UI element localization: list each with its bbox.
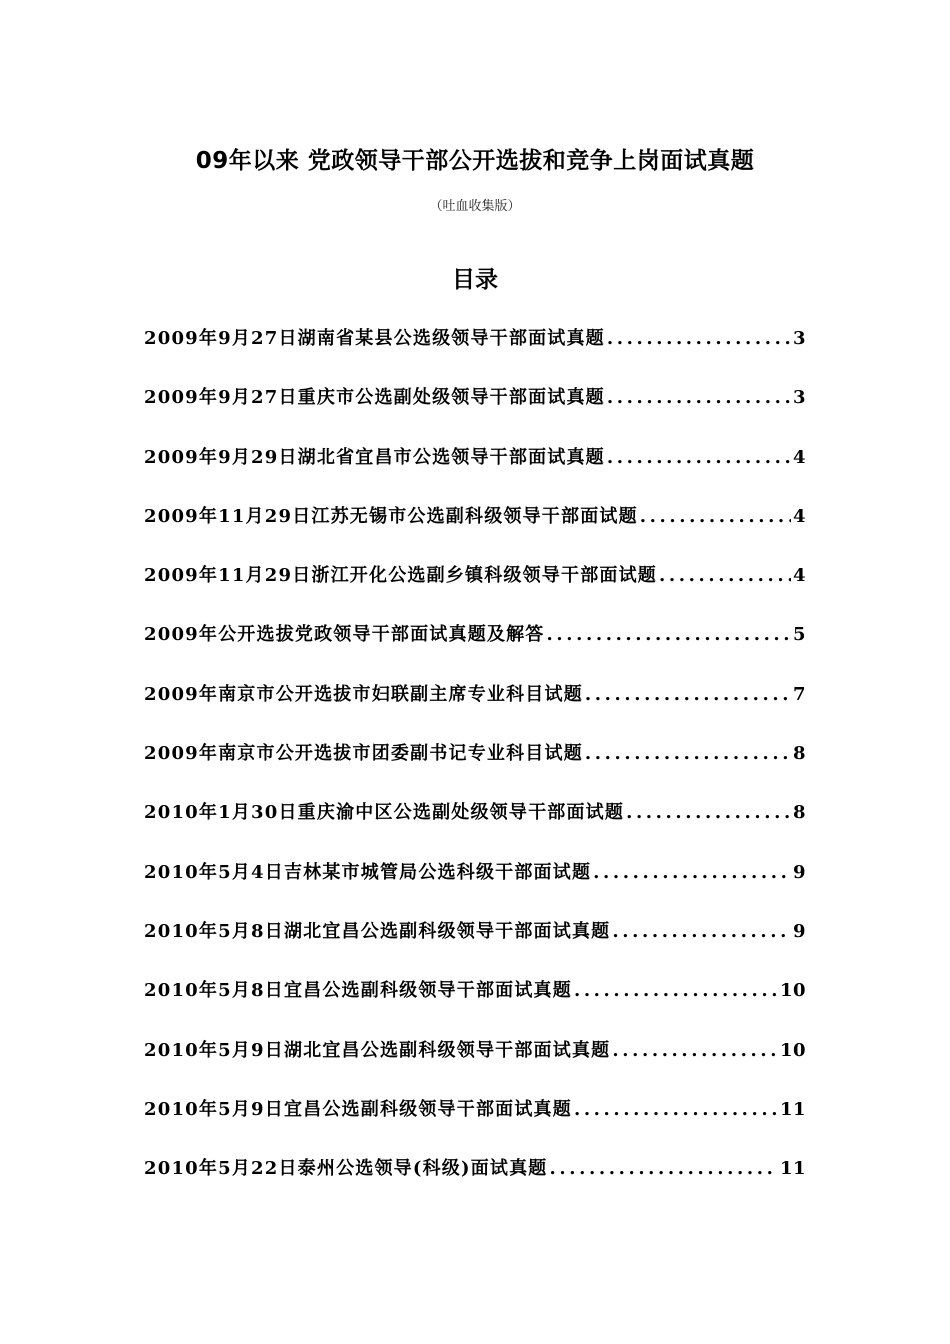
toc-entry-title: 2010年5月8日湖北宜昌公选副科级领导干部面试真题 — [144, 920, 611, 942]
toc-entry-page: 10 — [779, 980, 806, 1002]
toc-entry-page: 9 — [792, 920, 806, 942]
toc-entry-page: 11 — [779, 1158, 806, 1180]
toc-dot-leader — [607, 440, 791, 476]
toc-dot-leader — [607, 321, 791, 357]
toc-heading: 目录 — [452, 267, 498, 293]
toc-entry[interactable] — [144, 1033, 806, 1092]
toc-entry-title: 2010年5月9日宜昌公选副科级领导干部面试真题 — [144, 1098, 572, 1120]
toc-entry-page: 4 — [792, 446, 806, 468]
toc-dot-leader — [612, 1033, 778, 1069]
toc-entry-title: 2010年5月4日吉林某市城管局公选科级干部面试题 — [144, 861, 592, 883]
table-of-contents — [144, 321, 806, 1210]
toc-entry-title: 2010年1月30日重庆渝中区公选副处级领导干部面试题 — [144, 802, 625, 824]
toc-entry-title: 2010年5月8日宜昌公选副科级领导干部面试真题 — [144, 980, 572, 1002]
toc-entry-page: 4 — [792, 505, 806, 527]
toc-entry-page: 8 — [792, 743, 806, 765]
toc-entry[interactable] — [144, 617, 806, 676]
toc-entry-title: 2009年南京市公开选拔市团委副书记专业科目试题 — [144, 743, 583, 765]
toc-entry[interactable] — [144, 677, 806, 736]
toc-entry-title: 2009年11月29日浙江开化公选副乡镇科级领导干部面试题 — [144, 565, 657, 587]
toc-entry-page: 7 — [792, 683, 806, 705]
toc-dot-leader — [574, 973, 778, 1009]
toc-entry[interactable] — [144, 440, 806, 499]
toc-dot-leader — [585, 677, 791, 713]
toc-entry-page: 3 — [792, 328, 806, 349]
toc-entry[interactable] — [144, 1092, 806, 1151]
toc-entry[interactable] — [144, 736, 806, 795]
toc-entry-title: 2009年9月29日湖北省宜昌市公选领导干部面试真题 — [144, 446, 605, 468]
toc-entry-page: 11 — [779, 1098, 806, 1120]
toc-dot-leader — [585, 736, 791, 772]
document-title: 09年以来 党政领导干部公开选拔和竞争上岗面试真题 — [195, 148, 755, 174]
toc-entry-page: 9 — [792, 861, 806, 883]
toc-entry-page: 3 — [792, 387, 806, 409]
toc-entry-page: 10 — [779, 1039, 806, 1061]
toc-entry[interactable] — [144, 499, 806, 558]
toc-entry[interactable] — [144, 855, 806, 914]
toc-entry[interactable] — [144, 973, 806, 1032]
toc-dot-leader — [593, 855, 791, 891]
toc-entry-title: 2009年11月29日江苏无锡市公选副科级领导干部面试题 — [144, 505, 638, 527]
toc-dot-leader — [612, 914, 791, 950]
toc-entry[interactable] — [144, 795, 806, 854]
toc-entry[interactable] — [144, 558, 806, 617]
toc-dot-leader — [607, 380, 791, 416]
toc-entry-page: 5 — [792, 624, 806, 646]
toc-entry-title: 2009年南京市公开选拔市妇联副主席专业科目试题 — [144, 683, 583, 705]
toc-entry-title: 2010年5月22日泰州公选领导(科级)面试真题 — [144, 1158, 548, 1180]
toc-dot-leader — [550, 1151, 778, 1187]
toc-entry-title: 2010年5月9日湖北宜昌公选副科级领导干部面试真题 — [144, 1039, 611, 1061]
document-subtitle: （吐血收集版） — [429, 199, 521, 214]
toc-entry[interactable] — [144, 321, 806, 380]
toc-entry-title: 2009年9月27日重庆市公选副处级领导干部面试真题 — [144, 387, 605, 409]
toc-entry-page: 8 — [792, 802, 806, 824]
toc-entry[interactable] — [144, 914, 806, 973]
toc-entry-page: 4 — [792, 565, 806, 587]
toc-dot-leader — [659, 558, 791, 594]
toc-entry-title: 2009年公开选拔党政领导干部面试真题及解答 — [144, 624, 545, 646]
toc-entry-title: 2009年9月27日湖南省某县公选级领导干部面试真题 — [144, 328, 605, 349]
toc-entry[interactable] — [144, 1151, 806, 1210]
toc-dot-leader — [547, 617, 791, 653]
toc-dot-leader — [640, 499, 791, 535]
toc-dot-leader — [574, 1092, 778, 1128]
toc-dot-leader — [626, 795, 791, 831]
toc-entry[interactable] — [144, 380, 806, 439]
